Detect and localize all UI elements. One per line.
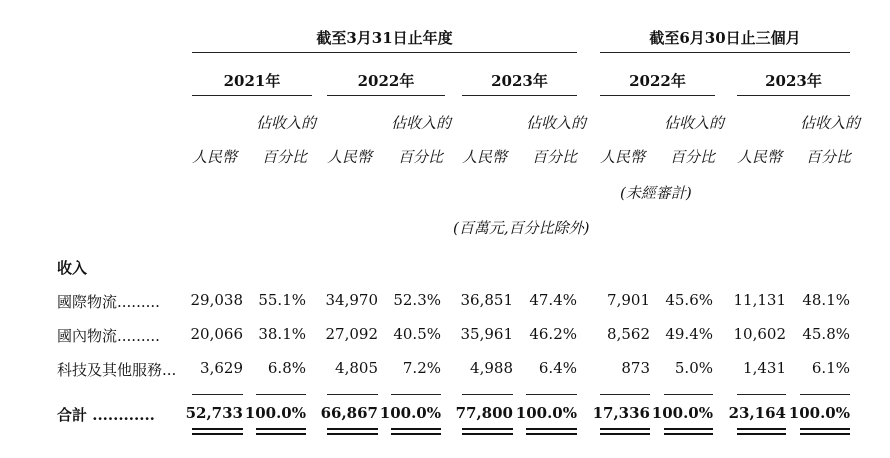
pct-header-line2: 百分比 xyxy=(806,148,852,166)
table-cell: 1,431 xyxy=(743,359,786,377)
pct-header-line1: 佔收入的 xyxy=(800,114,861,132)
total-double-rule xyxy=(600,428,650,435)
table-cell: 6.1% xyxy=(811,359,850,377)
table-cell: 7.2% xyxy=(402,359,441,377)
group-header-fiscal-year: 截至3月31日止年度 xyxy=(316,29,453,47)
table-cell: 49.4% xyxy=(665,325,713,343)
total-double-rule xyxy=(737,428,786,435)
year-header-2022: 2022年 xyxy=(357,72,415,90)
pct-header-line1: 佔收入的 xyxy=(256,114,317,132)
rmb-header: 人民幣 xyxy=(600,148,646,166)
table-cell: 6.4% xyxy=(538,359,577,377)
total-double-rule xyxy=(526,428,577,435)
group-header-fiscal-year-rule xyxy=(192,52,577,53)
table-cell: 4,988 xyxy=(470,359,513,377)
table-cell: 6.8% xyxy=(267,359,306,377)
table-cell: 8,562 xyxy=(607,325,650,343)
total-double-rule xyxy=(327,428,378,435)
total-cell: 100.0% xyxy=(244,404,306,422)
unaudited-note: (未經審計) xyxy=(620,184,692,202)
pct-header-line2: 百分比 xyxy=(262,148,308,166)
unit-note: (百萬元,百分比除外) xyxy=(453,219,590,237)
pct-header-line2: 百分比 xyxy=(532,148,578,166)
table-cell: 35,961 xyxy=(460,325,513,343)
group-header-three-months-rule xyxy=(600,52,850,53)
subtotal-rule xyxy=(526,394,577,395)
table-cell: 36,851 xyxy=(460,291,513,309)
total-double-rule xyxy=(462,428,513,435)
table-cell: 46.2% xyxy=(529,325,577,343)
table-cell: 11,131 xyxy=(733,291,786,309)
table-cell: 3,629 xyxy=(200,359,243,377)
total-cell: 100.0% xyxy=(379,404,441,422)
row-label: 國內物流......... xyxy=(57,327,160,345)
table-cell: 873 xyxy=(621,359,650,377)
subtotal-rule xyxy=(391,394,441,395)
subtotal-rule xyxy=(737,394,786,395)
year-header-2022-q-rule xyxy=(600,95,715,96)
table-cell: 5.0% xyxy=(674,359,713,377)
table-cell: 38.1% xyxy=(258,325,306,343)
rmb-header: 人民幣 xyxy=(737,148,783,166)
subtotal-rule xyxy=(462,394,513,395)
section-title-revenue: 收入 xyxy=(57,259,88,277)
row-label: 國際物流......... xyxy=(57,293,160,311)
table-cell: 40.5% xyxy=(393,325,441,343)
total-double-rule xyxy=(391,428,441,435)
total-double-rule xyxy=(664,428,713,435)
table-cell: 29,038 xyxy=(190,291,243,309)
year-header-2021-rule xyxy=(192,95,312,96)
pct-header-line2: 百分比 xyxy=(398,148,444,166)
table-cell: 47.4% xyxy=(529,291,577,309)
year-header-2023-q-rule xyxy=(737,95,850,96)
subtotal-rule xyxy=(600,394,650,395)
table-cell: 7,901 xyxy=(607,291,650,309)
pct-header-line1: 佔收入的 xyxy=(664,114,725,132)
pct-header-line1: 佔收入的 xyxy=(526,114,587,132)
subtotal-rule xyxy=(256,394,306,395)
year-header-2023-rule xyxy=(462,95,577,96)
total-cell: 77,800 xyxy=(455,404,513,422)
year-header-2021: 2021年 xyxy=(223,72,281,90)
table-cell: 20,066 xyxy=(190,325,243,343)
year-header-2022-q: 2022年 xyxy=(629,72,686,90)
total-cell: 17,336 xyxy=(592,404,650,422)
year-header-2022-rule xyxy=(327,95,445,96)
table-cell: 52.3% xyxy=(393,291,441,309)
group-header-three-months: 截至6月30日止三個月 xyxy=(649,29,801,47)
table-cell: 34,970 xyxy=(325,291,378,309)
total-cell: 23,164 xyxy=(728,404,786,422)
total-cell: 66,867 xyxy=(320,404,378,422)
row-label: 科技及其他服務... xyxy=(57,361,177,379)
total-double-rule xyxy=(800,428,850,435)
year-header-2023-q: 2023年 xyxy=(765,72,822,90)
rmb-header: 人民幣 xyxy=(462,148,508,166)
rmb-header: 人民幣 xyxy=(192,148,238,166)
total-cell: 100.0% xyxy=(651,404,713,422)
subtotal-rule xyxy=(327,394,378,395)
total-cell: 52,733 xyxy=(185,404,243,422)
table-cell: 55.1% xyxy=(258,291,306,309)
rmb-header: 人民幣 xyxy=(327,148,373,166)
subtotal-rule xyxy=(664,394,713,395)
pct-header-line2: 百分比 xyxy=(670,148,716,166)
year-header-2023: 2023年 xyxy=(491,72,548,90)
pct-header-line1: 佔收入的 xyxy=(391,114,452,132)
table-cell: 48.1% xyxy=(802,291,850,309)
table-cell: 27,092 xyxy=(325,325,378,343)
total-cell: 100.0% xyxy=(788,404,850,422)
total-double-rule xyxy=(192,428,243,435)
total-cell: 100.0% xyxy=(515,404,577,422)
total-double-rule xyxy=(256,428,306,435)
table-cell: 45.6% xyxy=(665,291,713,309)
subtotal-rule xyxy=(192,394,243,395)
total-row-label: 合計 ............ xyxy=(57,406,155,424)
table-cell: 4,805 xyxy=(335,359,378,377)
table-cell: 45.8% xyxy=(802,325,850,343)
subtotal-rule xyxy=(800,394,850,395)
table-cell: 10,602 xyxy=(733,325,786,343)
